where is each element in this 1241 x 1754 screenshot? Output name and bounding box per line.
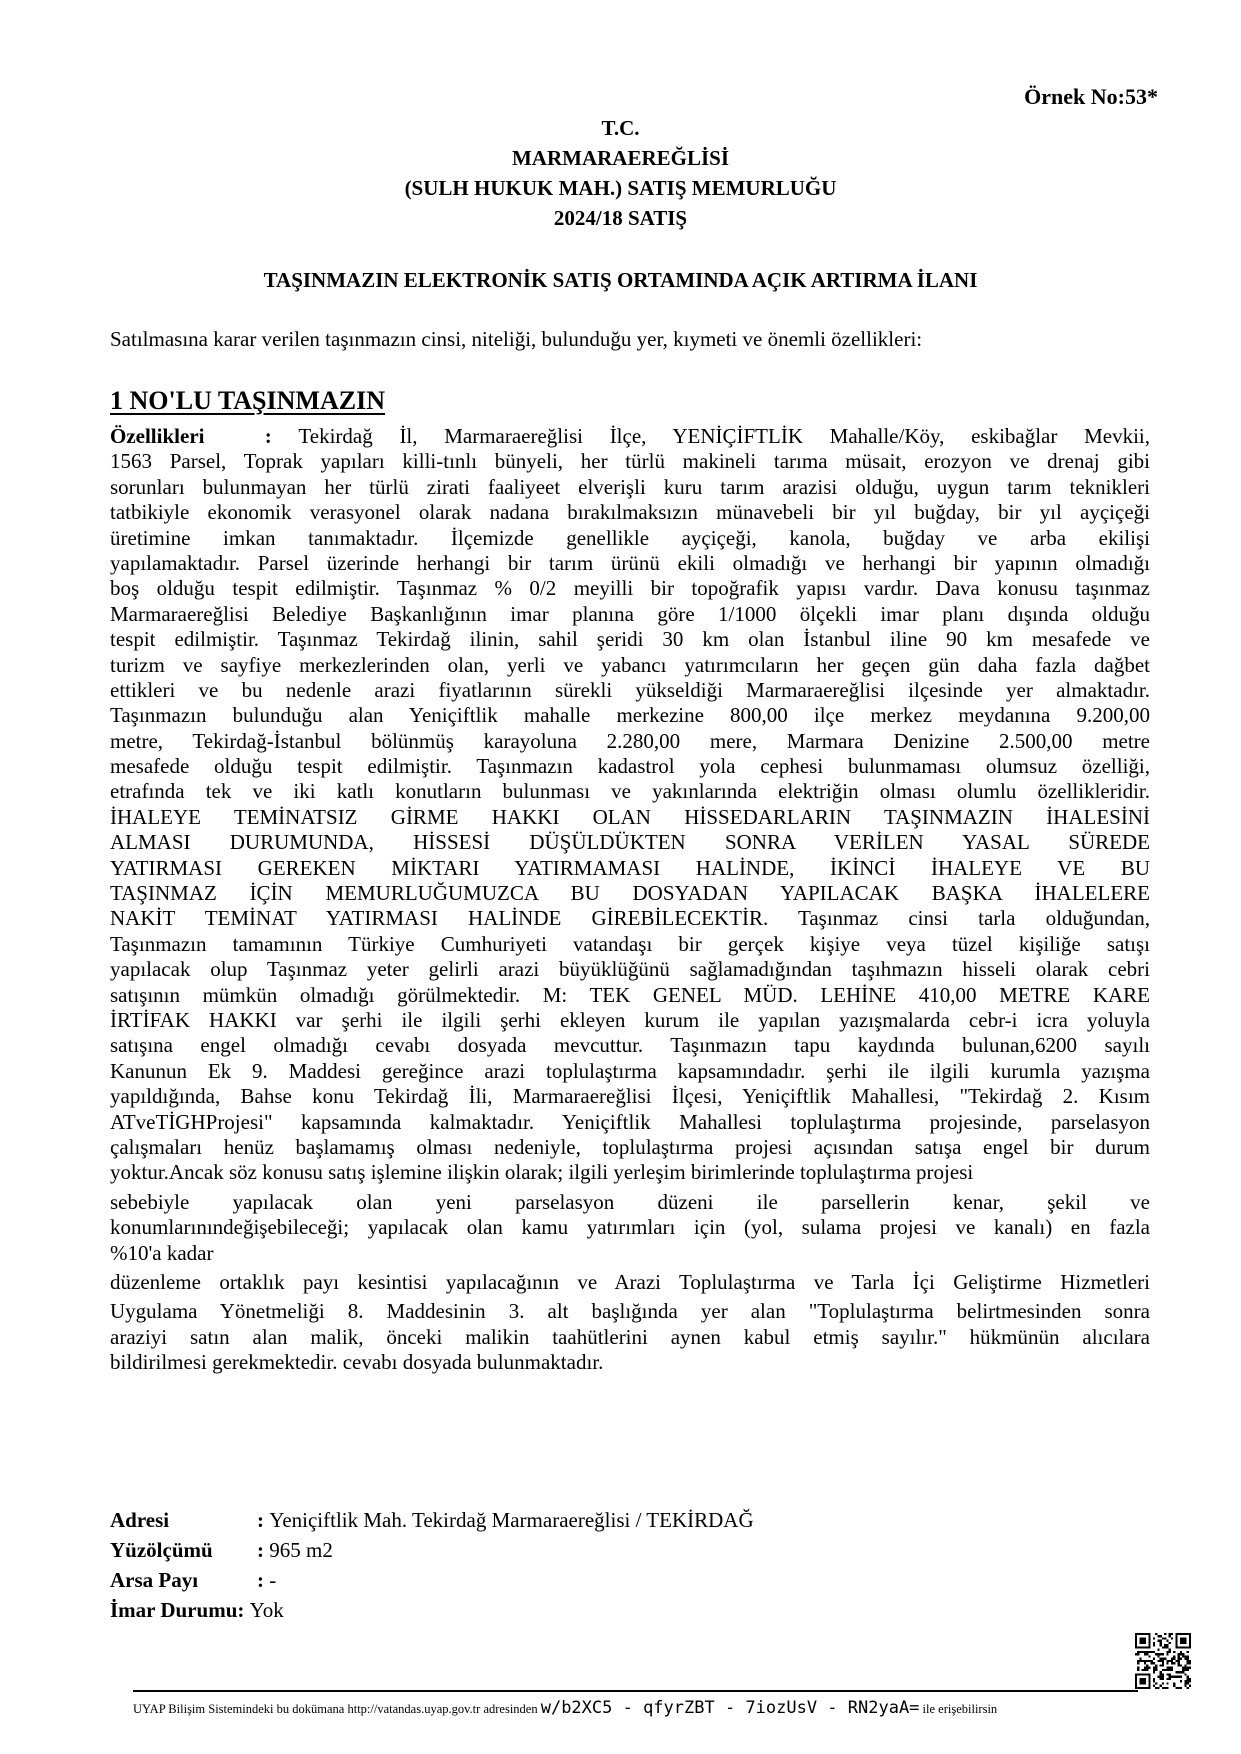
- body-line-text: sebebiyle yapılacak olan yeni parselasyon düzeni ile parsellerin kenar, şekil ve: [110, 1189, 1150, 1214]
- body-line: [110, 1215, 1150, 1240]
- field-row: [110, 1505, 754, 1535]
- body-line-text: satışına engel olmadığı cevabı dosyada mevcuttur. Taşınmazın tapu kaydında bulunan,6200 sayılı: [110, 1033, 1150, 1058]
- body-line: [110, 449, 1150, 474]
- field-separator: :: [257, 1538, 270, 1562]
- body-line: [110, 1135, 1150, 1160]
- body-line-text: Taşınmazın tamamının Türkiye Cumhuriyeti vatandaşı bir gerçek kişiye veya tüzel kişiliğe satışı: [110, 931, 1150, 956]
- body-line: [110, 475, 1150, 500]
- field-value: 965 m2: [269, 1538, 333, 1562]
- body-line: [110, 703, 1150, 728]
- body-line-text: yapılamaktadır. Parsel üzerinde herhangi bir tarım ürünü ekili olmadığı ve herhangi bir yapının olmadığı: [110, 550, 1150, 575]
- property-fields: [110, 1505, 754, 1625]
- notice-title: TAŞINMAZIN ELEKTRONİK SATIŞ ORTAMINDA AÇIK ARTIRMA İLANI: [263, 268, 978, 292]
- header-line-tc: T.C.: [601, 116, 640, 140]
- body-line: [110, 957, 1150, 982]
- body-line-text: Marmaraereğlisi Belediye Başkanlığının imar planına göre 1/1000 ölçekli imar planı dışında olduğu: [110, 601, 1150, 626]
- body-line: [110, 1270, 1150, 1295]
- body-line-text: boş olduğu tespit edilmiştir. Taşınmaz % 0/2 meyilli bir topoğrafik yapısı vardır. Dava konusu taşınmaz: [110, 576, 1150, 601]
- field-label: İmar Durumu: [110, 1598, 238, 1622]
- body-line: [110, 881, 1150, 906]
- field-row: [110, 1595, 754, 1625]
- field-value: -: [269, 1568, 277, 1592]
- body-line-text: TAŞINMAZ İÇİN MEMURLUĞUMUZCA BU DOSYADAN YAPILACAK BAŞKA İHALELERE: [110, 881, 1150, 906]
- field-value: Yeniçiftlik Mah. Tekirdağ Marmaraereğlisi / TEKİRDAĞ: [269, 1508, 754, 1532]
- header-line-office: MARMARAEREĞLİSİ: [511, 146, 729, 170]
- body-line-text: mesafede olduğu tespit edilmiştir. Taşınmazın kadastrol yola cephesi bulunmaması olumsuz özelliği,: [110, 754, 1150, 779]
- body-line: [110, 602, 1150, 627]
- body-line: [110, 1190, 1150, 1215]
- field-row: [110, 1565, 754, 1595]
- field-label: Adresi: [110, 1508, 170, 1532]
- body-line-text: Taşınmazın bulunduğu alan Yeniçiftlik mahalle merkezine 800,00 ilçe merkez meydanına 9.200,00: [110, 703, 1150, 728]
- verification-code: w/b2XC5 - qfyrZBT - 7iozUsV - RN2yaA=: [540, 1698, 920, 1718]
- body-line-text: Tekirdağ İl, Marmaraereğlisi İlçe, YENİÇİFTLİK Mahalle/Köy, eskibağlar Mevkii,: [298, 424, 1150, 448]
- body-line-text: yapılacak olup Taşınmaz yeter gelirli arazi büyüklüğünü sağlamadığından taşıhmazın hisseli olarak cebri: [110, 957, 1150, 982]
- body-line-text: araziyi satın alan malik, önceki malikin taahütlerini aynen kabul etmiş sayılır." hükmünün alıcılara: [110, 1324, 1150, 1349]
- field-row: [110, 1535, 754, 1565]
- body-line: [110, 1299, 1150, 1324]
- field-separator: :: [237, 1598, 250, 1622]
- body-line-text: çalışmaları henüz başlamamış olması nedeniyle, toplulaştırma projesi açısından satışa engel bir durum: [110, 1134, 1150, 1159]
- body-line: [110, 729, 1150, 754]
- body-line: [110, 983, 1150, 1008]
- qr-code-icon: [1135, 1633, 1191, 1689]
- body-line-text: bildirilmesi gerekmektedir. cevabı dosyada bulunmaktadır.: [110, 1350, 604, 1375]
- body-line-text: İHALEYE TEMİNATSIZ GİRME HAKKI OLAN HİSSEDARLARIN TAŞINMAZIN İHALESİNİ: [110, 804, 1150, 829]
- body-line: [110, 500, 1150, 525]
- body-line-text: Kanunun Ek 9. Maddesi gereğince arazi toplulaştırma kapsamındadır. şerhi ile ilgili kurumla yazışma: [110, 1058, 1150, 1083]
- body-line-text: ettikleri ve bu nedenle arazi fiyatlarının sürekli yükseldiği Marmaraereğlisi ilçesinde yer almaktadır.: [110, 677, 1150, 702]
- body-line: [110, 627, 1150, 652]
- body-line-text: NAKİT TEMİNAT YATIRMASI HALİNDE GİREBİLECEKTİR. Taşınmaz cinsi tarla olduğundan,: [110, 906, 1150, 931]
- body-line-text: satışının mümkün olmadığı görülmektedir. M: TEK GENEL MÜD. LEHİNE 410,00 METRE KARE: [110, 982, 1150, 1007]
- body-line: [110, 678, 1150, 703]
- body-line: [110, 1110, 1150, 1135]
- body-line: [110, 754, 1150, 779]
- body-line: [110, 1160, 1150, 1185]
- features-body: [110, 424, 1150, 1375]
- body-line: [110, 653, 1150, 678]
- body-line-text: turizm ve sayfiye merkezlerinden olan, yerli ve yabancı yatırımcıların her geçen gün daha fazla dağbet: [110, 652, 1150, 677]
- intro-text: Satılmasına karar verilen taşınmazın cinsi, niteliği, bulunduğu yer, kıymeti ve önemli özellikleri:: [110, 327, 923, 351]
- body-line-text: üretimine imkan tanımaktadır. İlçemizde genellikle ayçiçeği, kanola, buğday ve arba ekilişi: [110, 525, 1150, 550]
- section-title: 1 NO'LU TAŞINMAZIN: [110, 386, 385, 415]
- body-line-text: sorunları bulunmayan her türlü zirati faaliyeet elverişli kuru tarım arazisi olduğu, uygun tarım teknikleri: [110, 474, 1150, 499]
- body-line: [110, 424, 1150, 449]
- document-header: [0, 113, 1241, 233]
- field-separator: :: [257, 1568, 270, 1592]
- header-line-case-no: 2024/18 SATIŞ: [553, 206, 688, 230]
- body-line: [110, 1325, 1150, 1350]
- body-line: [110, 856, 1150, 881]
- sample-number: Örnek No:53*: [1024, 84, 1158, 109]
- body-line-text: YATIRMASI GEREKEN MİKTARI YATIRMAMASI HALİNDE, İKİNCİ İHALEYE VE BU: [110, 855, 1150, 880]
- body-line-text: 1563 Parsel, Toprak yapıları killi-tınlı bünyeli, her türlü makineli tarıma müsait, erozyon ve drenaj gibi: [110, 449, 1150, 474]
- body-line-text: ATveTİGHProjesi" kapsamında kalmaktadır. Yeniçiftlik Mahallesi toplulaştırma projesinde, parselasyon: [110, 1109, 1150, 1134]
- body-line: [110, 830, 1150, 855]
- body-line-text: etrafında tek ve iki katlı konutların bulunması ve yakınlarında elektriğin olması olumlu özellikleridir.: [110, 779, 1150, 804]
- features-separator: :: [238, 424, 299, 448]
- body-line-text: İRTİFAK HAKKI var şerhi ile ilgili şerhi ekleyen kurum ile yapılan yazışmalarda cebr-i icra yoluyla: [110, 1007, 1150, 1032]
- body-line: [110, 1084, 1150, 1109]
- body-line: [110, 576, 1150, 601]
- body-line: [110, 1033, 1150, 1058]
- footer-text-after: ile erişebilirsin: [919, 1702, 998, 1716]
- body-line: [110, 932, 1150, 957]
- footer-text-before: UYAP Bilişim Sistemindeki bu dokümana http://vatandas.uyap.gov.tr adresinden: [133, 1702, 541, 1716]
- body-line: [110, 779, 1150, 804]
- field-label: Yüzölçümü: [110, 1538, 213, 1562]
- body-line-text: ALMASI DURUMUNDA, HİSSESİ DÜŞÜLDÜKTEN SONRA VERİLEN YASAL SÜREDE: [110, 830, 1150, 855]
- body-line: [110, 1059, 1150, 1084]
- body-line: [110, 1350, 1150, 1375]
- body-line-text: düzenleme ortaklık payı kesintisi yapılacağının ve Arazi Toplulaştırma ve Tarla İçi Geliştirme Hizmetleri: [110, 1269, 1150, 1294]
- body-line-text: yapıldığında, Bahse konu Tekirdağ İli, Marmaraereğlisi İlçesi, Yeniçiftlik Mahallesi, "Tekirdağ 2. Kısım: [110, 1084, 1150, 1109]
- body-line-text: Uygulama Yönetmeliği 8. Maddesinin 3. alt başlığında yer alan "Toplulaştırma belirtmesinden sonra: [110, 1299, 1150, 1324]
- features-label: Özellikleri: [110, 424, 205, 448]
- body-line: [110, 551, 1150, 576]
- body-line-text: tatbikiyle ekonomik verasyonel olarak nadana bırakılmaksızın münavebeli bir yıl buğday, bir yıl ayçiçeği: [110, 500, 1150, 525]
- body-line-text: konumlarınındeğişebileceği; yapılacak olan kamu yatırımları için (yol, sulama projesi ve kanalı) en fazla: [110, 1215, 1150, 1240]
- footer-divider: [133, 1690, 1138, 1692]
- field-value: Yok: [249, 1598, 284, 1622]
- field-separator: :: [257, 1508, 270, 1532]
- footer-verification: [133, 1698, 997, 1718]
- body-line-text: yoktur.Ancak söz konusu satış işlemine ilişkin olarak; ilgili yerleşim birimlerinde toplulaştırma projesi: [110, 1160, 974, 1185]
- header-line-court: (SULH HUKUK MAH.) SATIŞ MEMURLUĞU: [404, 176, 837, 200]
- body-line-text: tespit edilmiştir. Taşınmaz Tekirdağ ilinin, sahil şeridi 30 km olan İstanbul iline 90 km mesafede ve: [110, 627, 1150, 652]
- body-line-text: metre, Tekirdağ-İstanbul bölünmüş karayoluna 2.280,00 mere, Marmara Denizine 2.500,00 metre: [110, 728, 1150, 753]
- body-line: [110, 906, 1150, 931]
- body-line: [110, 1241, 1150, 1266]
- body-line-text: %10'a kadar: [110, 1240, 214, 1265]
- body-line: [110, 1008, 1150, 1033]
- body-line: [110, 526, 1150, 551]
- field-label: Arsa Payı: [110, 1568, 199, 1592]
- body-line: [110, 805, 1150, 830]
